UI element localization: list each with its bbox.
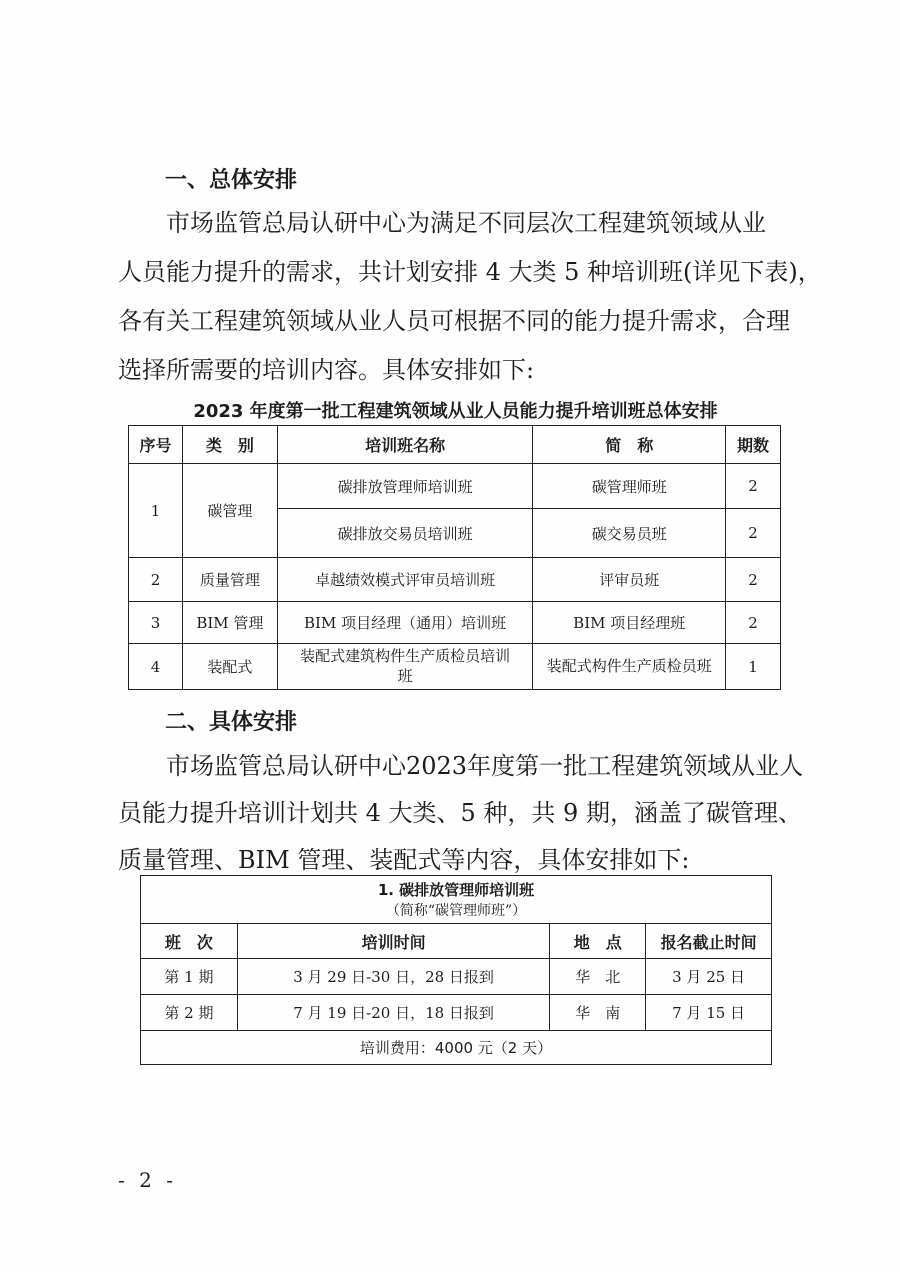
period-count: 2 bbox=[726, 509, 781, 558]
time-cell: 3 月 29 日-30 日，28 日报到 bbox=[237, 959, 549, 995]
detail-table-title-cell bbox=[141, 876, 772, 924]
row-number: 3 bbox=[129, 602, 183, 644]
course-name: 装配式建筑构件生产质检员培训班 bbox=[277, 644, 533, 690]
section-heading-overall: 一、总体安排 bbox=[165, 168, 298, 193]
column-header: 序号 bbox=[129, 426, 183, 464]
time-cell: 7 月 19 日-20 日，18 日报到 bbox=[237, 995, 549, 1031]
course-short-name: 装配式构件生产质检员班 bbox=[533, 644, 726, 690]
row-number: 4 bbox=[129, 644, 183, 690]
paragraph-line: 人员能力提升的需求，共计划安排 4 大类 5 种培训班(详见下表)， bbox=[118, 258, 822, 286]
period-count: 2 bbox=[726, 602, 781, 644]
column-header: 期数 bbox=[726, 426, 781, 464]
course-name: 卓越绩效模式评审员培训班 bbox=[277, 558, 533, 602]
fee-row bbox=[141, 1031, 772, 1065]
section2-paragraph bbox=[118, 746, 804, 876]
period-count: 1 bbox=[726, 644, 781, 690]
table-title-row bbox=[141, 876, 772, 924]
overview-table bbox=[128, 425, 781, 690]
paragraph-line: 员能力提升培训计划共 4 大类、5 种，共 9 期，涵盖了碳管理、 bbox=[118, 799, 802, 827]
course-name: 碳排放管理师培训班 bbox=[277, 464, 533, 509]
paragraph-line: 质量管理、BIM 管理、装配式等内容，具体安排如下: bbox=[118, 846, 690, 874]
row-number: 2 bbox=[129, 558, 183, 602]
course-short-name: 碳交易员班 bbox=[533, 509, 726, 558]
table-row bbox=[141, 995, 772, 1031]
row-category: 质量管理 bbox=[182, 558, 277, 602]
column-header: 类 别 bbox=[182, 426, 277, 464]
course-short-name: BIM 项目经理班 bbox=[533, 602, 726, 644]
row-category: 碳管理 bbox=[182, 464, 277, 558]
table-row bbox=[129, 464, 781, 509]
column-header: 地 点 bbox=[550, 924, 646, 959]
detail-table bbox=[140, 875, 772, 1065]
page-number: - 2 - bbox=[118, 1168, 177, 1192]
paragraph-line: 选择所需要的培训内容。具体安排如下: bbox=[118, 356, 535, 384]
row-category: BIM 管理 bbox=[182, 602, 277, 644]
column-header: 培训时间 bbox=[237, 924, 549, 959]
section-heading-detail: 二、具体安排 bbox=[165, 710, 298, 735]
course-short-name: 评审员班 bbox=[533, 558, 726, 602]
period-count: 2 bbox=[726, 464, 781, 509]
deadline-cell: 7 月 15 日 bbox=[646, 995, 772, 1031]
table-header-row bbox=[129, 426, 781, 464]
training-fee: 培训费用：4000 元（2 天） bbox=[141, 1031, 772, 1065]
section1-paragraph bbox=[118, 203, 822, 384]
column-header: 培训班名称 bbox=[277, 426, 533, 464]
column-header: 简 称 bbox=[533, 426, 726, 464]
course-name: BIM 项目经理（通用）培训班 bbox=[277, 602, 533, 644]
detail-table-subtitle: （简称“碳管理师班”） bbox=[385, 903, 527, 919]
paragraph-line: 市场监管总局认研中心2023年度第一批工程建筑领域从业人 bbox=[166, 752, 804, 780]
table-row bbox=[141, 959, 772, 995]
paragraph-line: 各有关工程建筑领域从业人员可根据不同的能力提升需求，合理 bbox=[118, 307, 790, 335]
table-row bbox=[129, 558, 781, 602]
column-header: 报名截止时间 bbox=[646, 924, 772, 959]
row-number: 1 bbox=[129, 464, 183, 558]
overview-table-caption: 2023 年度第一批工程建筑领域从业人员能力提升培训班总体安排 bbox=[193, 401, 718, 422]
session-cell: 第 2 期 bbox=[141, 995, 238, 1031]
table-row bbox=[129, 644, 781, 690]
place-cell: 华 南 bbox=[550, 995, 646, 1031]
deadline-cell: 3 月 25 日 bbox=[646, 959, 772, 995]
period-count: 2 bbox=[726, 558, 781, 602]
table-row bbox=[129, 602, 781, 644]
table-header-row bbox=[141, 924, 772, 959]
paragraph-line: 市场监管总局认研中心为满足不同层次工程建筑领域从业 bbox=[166, 209, 766, 237]
course-short-name: 碳管理师班 bbox=[533, 464, 726, 509]
column-header: 班 次 bbox=[141, 924, 238, 959]
session-cell: 第 1 期 bbox=[141, 959, 238, 995]
row-category: 装配式 bbox=[182, 644, 277, 690]
place-cell: 华 北 bbox=[550, 959, 646, 995]
detail-table-title: 1. 碳排放管理师培训班 bbox=[377, 881, 535, 899]
course-name: 碳排放交易员培训班 bbox=[277, 509, 533, 558]
